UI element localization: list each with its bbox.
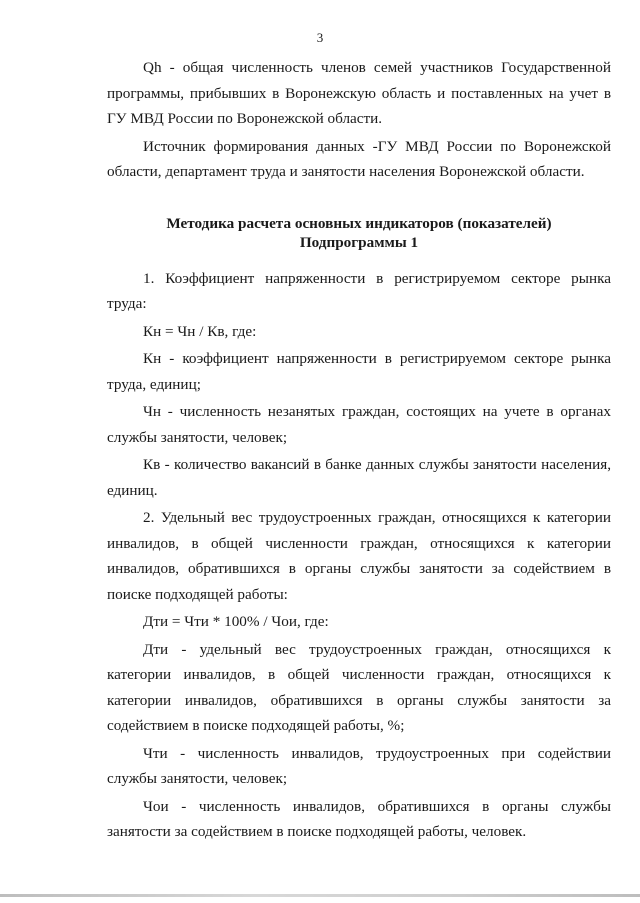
item-2-definition-dti: Дти - удельный вес трудоустроенных граждан, относящихся к категории инвалидов, в общей численности граждан, относящихся к категории инвалидов, обратившихся в органы службы занятости за содействием в поиске подходящей работы, %; xyxy=(107,640,611,734)
item-2-definition-chti: Чти - численность инвалидов, трудоустроенных при содействии службы занятости, человек; xyxy=(107,744,611,787)
item-1-definition-kn: Кн - коэффициент напряженности в регистрируемом секторе рынка труда, единиц; xyxy=(107,350,611,393)
item-1-definition-chn: Чн - численность незанятых граждан, состоящих на учете в органах службы занятости, человек; xyxy=(107,403,611,446)
scan-edge-line xyxy=(0,894,640,897)
section-heading-line-2: Подпрограммы 1 xyxy=(299,233,419,251)
paragraph-data-source: Источник формирования данных -ГУ МВД России по Воронежской области, департамент труда и занятости населения Воронежской области. xyxy=(107,137,611,180)
item-1-formula: Кн = Чн / Кв, где: xyxy=(143,322,257,340)
document-body xyxy=(107,55,611,845)
item-1-definition-kv: Кв - количество вакансий в банке данных службы занятости населения, единиц. xyxy=(107,456,611,499)
paragraph-qh-definition: Qh - общая численность членов семей участников Государственной программы, прибывших в Воронежскую область и поставленных на учет в ГУ МВД России по Воронежской области. xyxy=(107,59,611,127)
section-heading xyxy=(107,214,611,252)
item-2-definition-choi: Чои - численность инвалидов, обратившихся в органы службы занятости за содействием в поиске подходящей работы, человек. xyxy=(107,797,611,840)
page-number: 3 xyxy=(316,30,324,45)
section-heading-line-1: Методика расчета основных индикаторов (показателей) xyxy=(166,214,552,232)
item-2-title: 2. Удельный вес трудоустроенных граждан, относящихся к категории инвалидов, в общей численности граждан, относящихся к категории инвалидов, обратившихся в органы службы занятости за содействием в поиске подходящей работы: xyxy=(107,509,611,603)
item-2-formula: Дти = Чти * 100% / Чои, где: xyxy=(143,613,329,630)
item-1-title: 1. Коэффициент напряженности в регистрируемом секторе рынка труда: xyxy=(107,269,611,312)
